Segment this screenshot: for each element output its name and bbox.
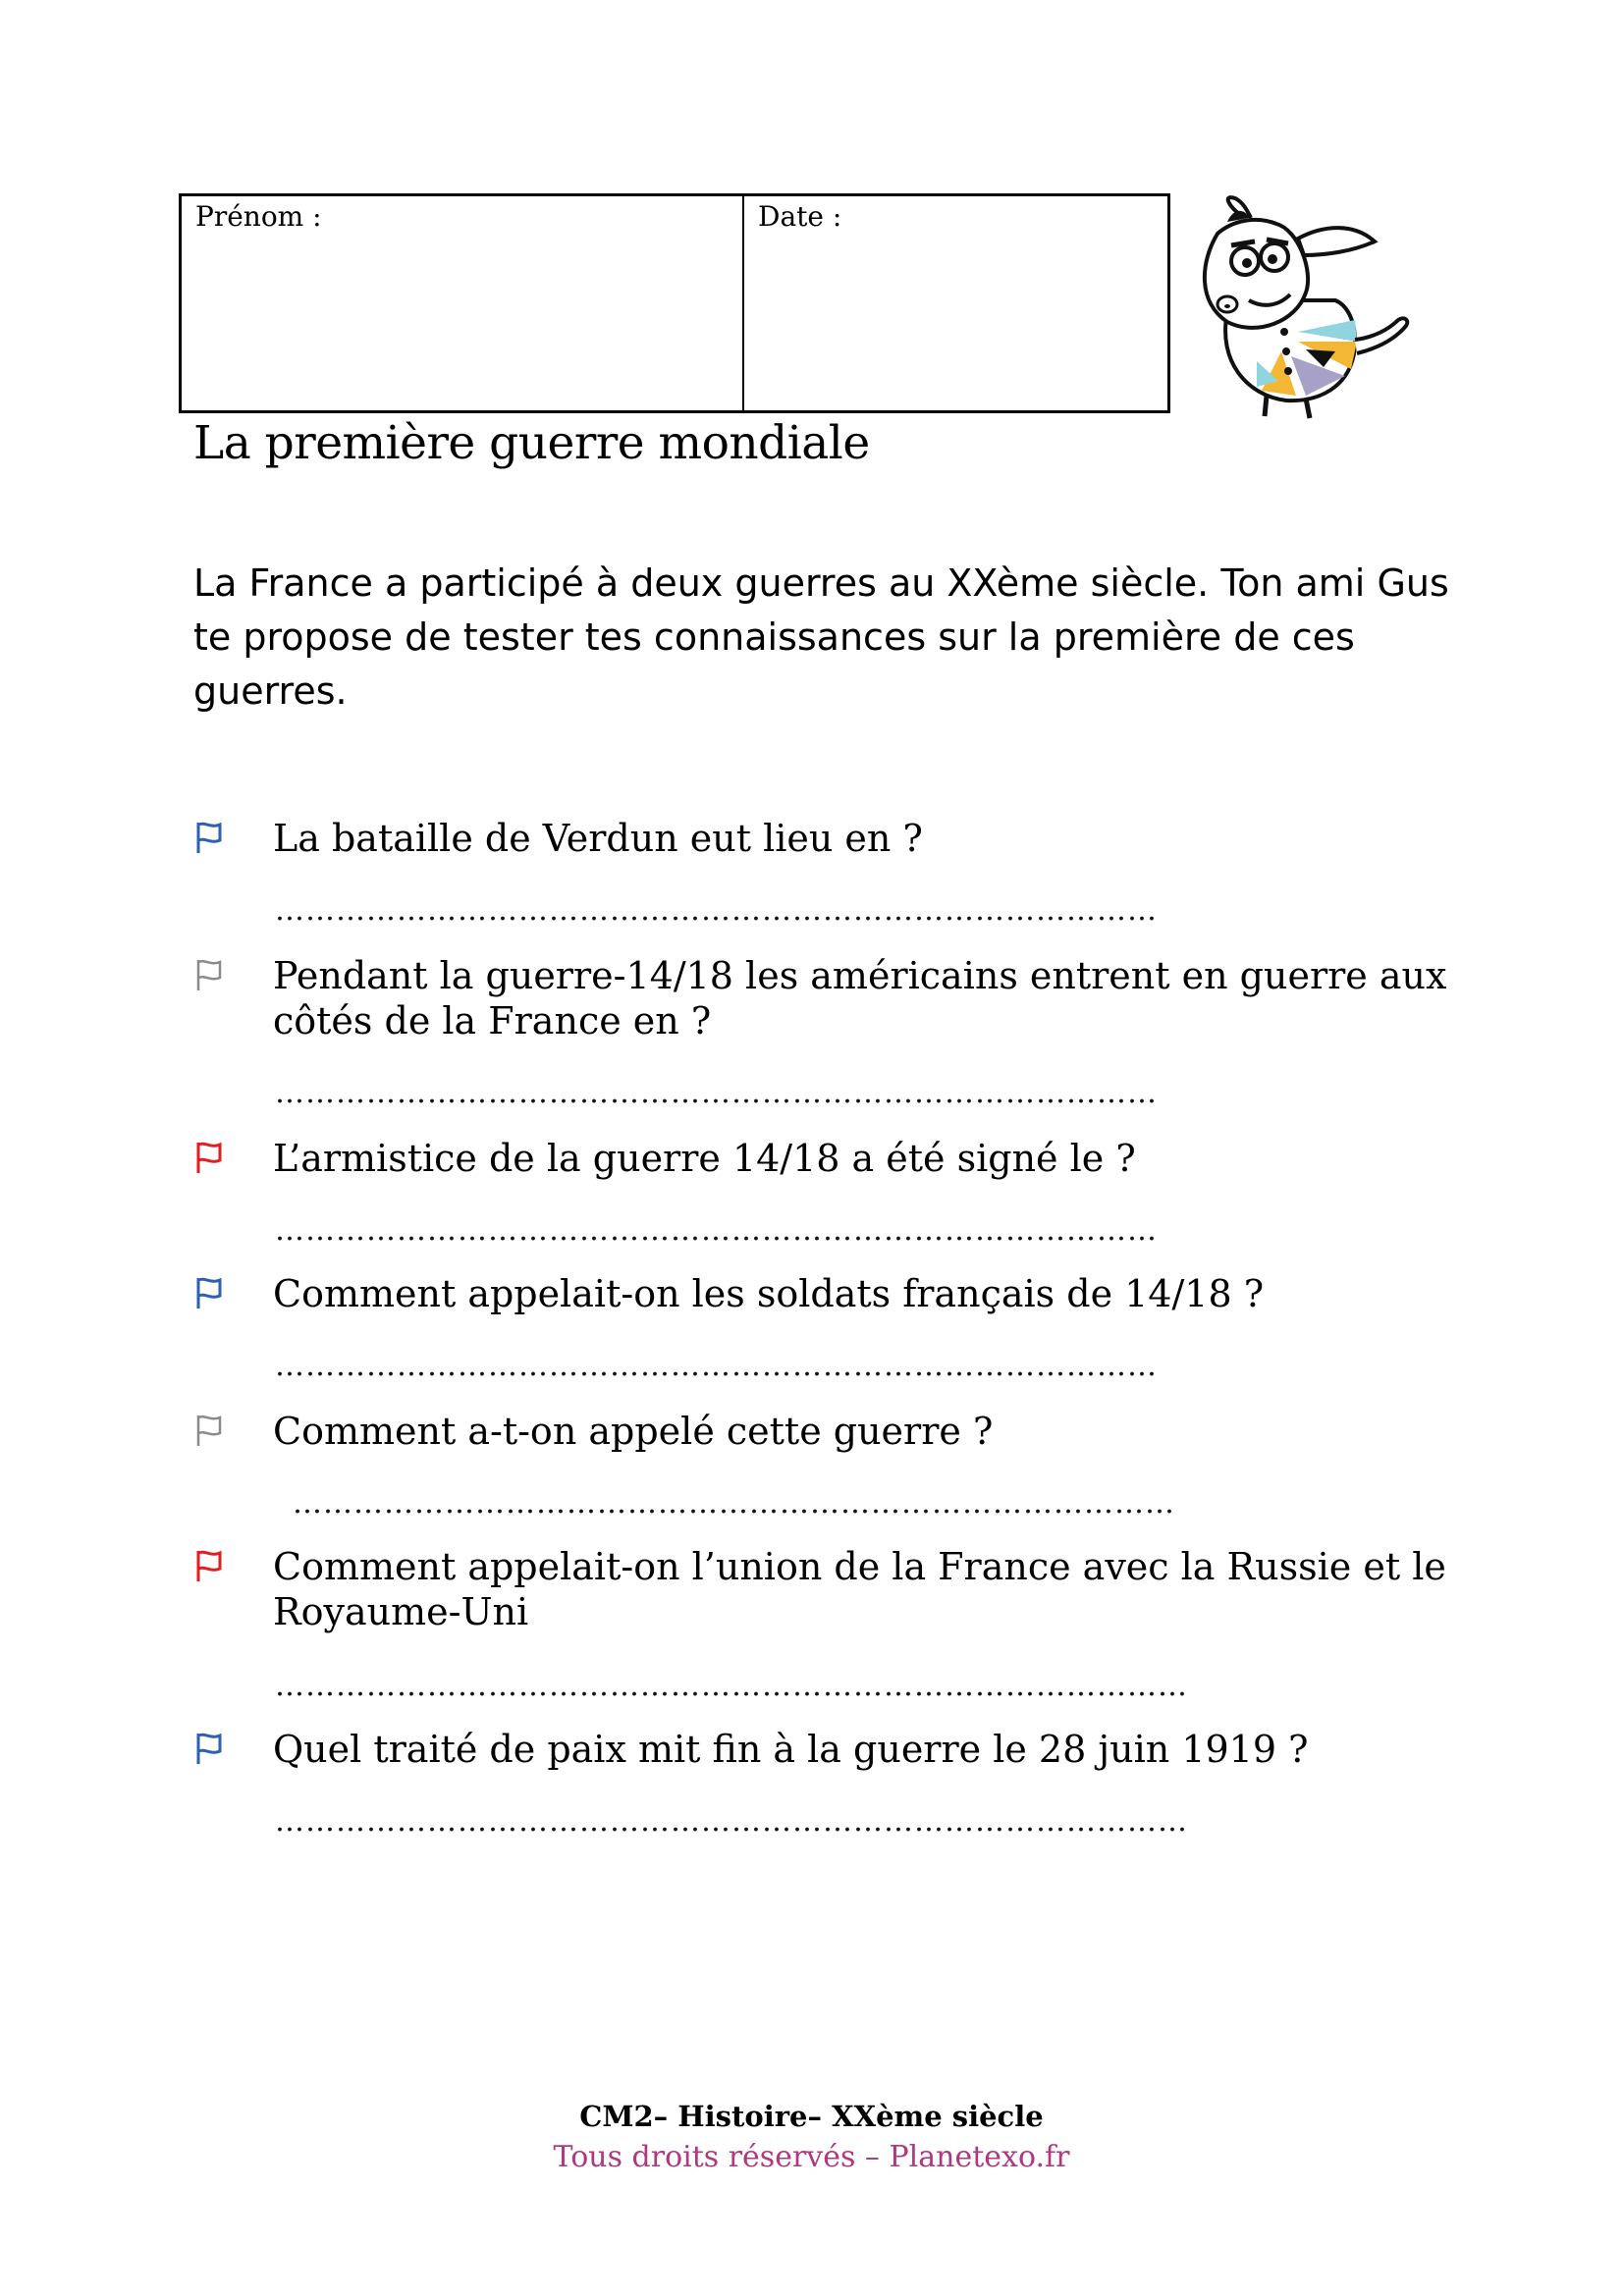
- footer-course: CM2– Histoire– XXème siècle: [579, 2100, 1044, 2133]
- first-name-cell[interactable]: [182, 196, 744, 410]
- question-5: Comment a-t-on appelé cette guerre ?: [273, 1410, 994, 1453]
- answer-line-4[interactable]: ……………………………………………………………………………: [275, 1349, 1158, 1383]
- intro-line: La France a participé à deux guerres au XXème siècle. Ton ami Gus: [193, 561, 1449, 605]
- answer-line-3[interactable]: ……………………………………………………………………………: [275, 1213, 1158, 1248]
- intro-line: guerres.: [193, 669, 348, 713]
- question-6-continued: Royaume-Uni: [273, 1590, 529, 1633]
- answer-line-7[interactable]: ………………………………………………………………………………: [275, 1804, 1188, 1839]
- question-3: L’armistice de la guerre 14/18 a été signé le ?: [273, 1137, 1136, 1180]
- first-name-label: Prénom :: [195, 200, 322, 233]
- question-4: Comment appelait-on les soldats français de 14/18 ?: [273, 1272, 1265, 1315]
- date-label: Date :: [758, 200, 842, 233]
- intro-line: te propose de tester tes connaissances sur la première de ces: [193, 615, 1355, 659]
- question-2: Pendant la guerre-14/18 les américains entrent en guerre aux: [273, 954, 1447, 997]
- question-1: La bataille de Verdun eut lieu en ?: [273, 817, 923, 860]
- flag-icon: [193, 1414, 225, 1447]
- flag-icon: [193, 958, 225, 991]
- student-info-box: [179, 193, 1170, 413]
- flag-icon: [193, 1549, 225, 1582]
- question-7: Quel traité de paix mit fin à la guerre le 28 juin 1919 ?: [273, 1728, 1309, 1771]
- answer-line-5[interactable]: ……………………………………………………………………………: [293, 1486, 1175, 1521]
- answer-line-6[interactable]: ………………………………………………………………………………: [275, 1669, 1188, 1703]
- question-2-continued: côtés de la France en ?: [273, 999, 712, 1042]
- flag-icon: [193, 1732, 225, 1765]
- flag-icon: [193, 1141, 225, 1174]
- footer-copyright: Tous droits réservés – Planetexo.fr: [553, 2140, 1070, 2174]
- flag-icon: [193, 1276, 225, 1309]
- answer-line-2[interactable]: ……………………………………………………………………………: [275, 1076, 1158, 1110]
- page-title: La première guerre mondiale: [193, 416, 870, 470]
- date-cell[interactable]: [744, 196, 1167, 410]
- flag-icon: [193, 821, 225, 854]
- question-6: Comment appelait-on l’union de la France avec la Russie et le: [273, 1545, 1446, 1588]
- intro-paragraph: [193, 557, 1449, 719]
- sheep-mascot-icon: [1188, 194, 1414, 420]
- answer-line-1[interactable]: ……………………………………………………………………………: [275, 893, 1158, 928]
